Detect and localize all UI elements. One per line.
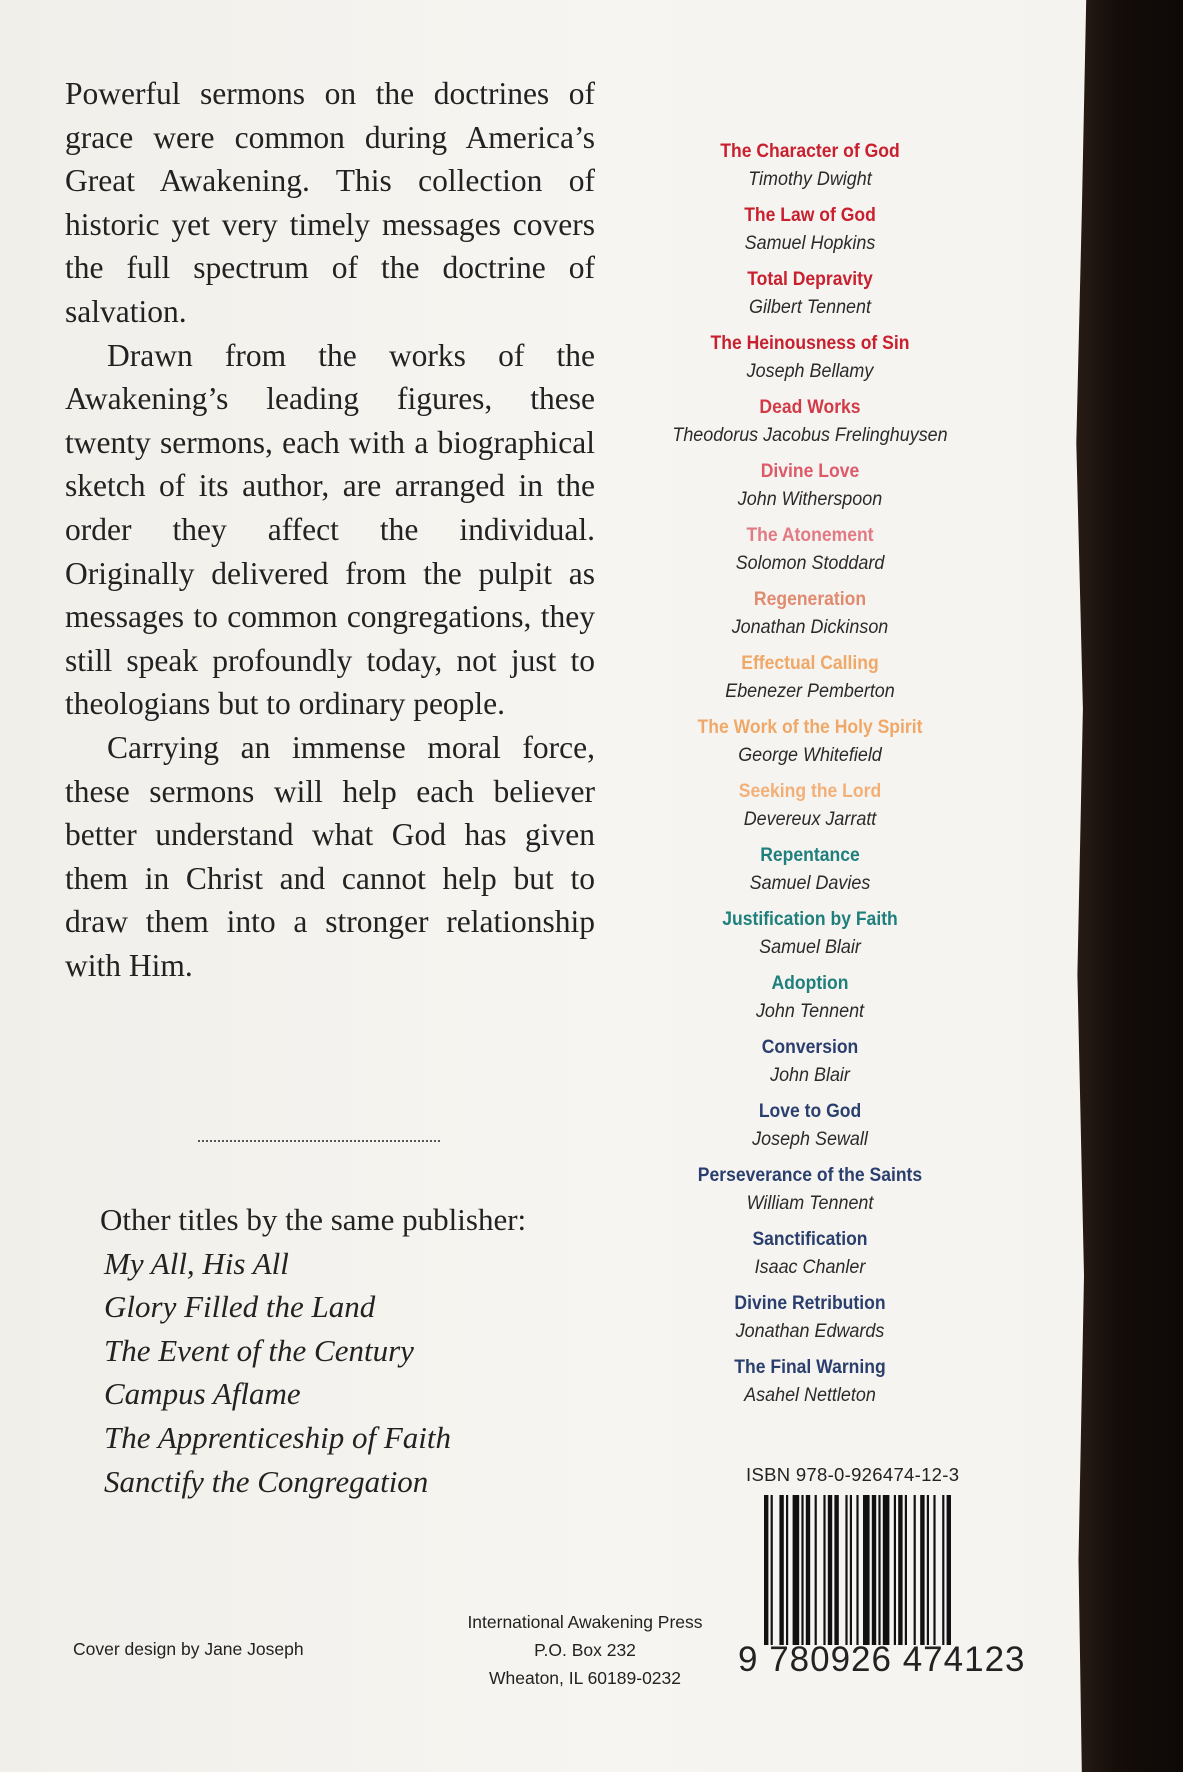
sermon-author: Jonathan Dickinson [731,616,889,638]
sermon-author: John Witherspoon [737,488,883,510]
sermon-author: Joseph Sewall [752,1128,868,1150]
sermon-entry [640,584,980,648]
sermon-title: Effectual Calling [741,652,879,674]
barcode-bar [779,1495,783,1645]
sermon-author: Gilbert Tennent [748,296,872,318]
other-title: My All, His All [104,1245,289,1281]
sermon-author: Samuel Hopkins [744,232,876,254]
barcode-bar [806,1495,810,1645]
sermon-author: John Blair [770,1064,850,1086]
sermon-title: Perseverance of the Saints [697,1164,923,1186]
barcode-bar [914,1495,916,1645]
sermon-author: John Tennent [755,1000,865,1022]
barcode-bar [942,1495,944,1645]
sermon-title: Regeneration [753,588,867,610]
barcode-bar [920,1495,924,1645]
sermon-author: Ebenezer Pemberton [725,680,895,702]
barcode-bar [771,1495,773,1645]
barcode-bar [845,1495,847,1645]
sermon-title: Justification by Faith [722,908,898,930]
barcode-bar [828,1495,832,1645]
description-paragraph-2: Drawn from the works of the Awakening’s leading figures, these twenty sermons, each with a biographical sketch of its author, are arranged in the order they affect the individual. Originally delivered from the pulpit as messages to common congregations, they still speak profoundly today, not just to theologians but to ordinary people. [65,337,595,722]
description-paragraph-3: Carrying an immense moral force, these sermons will help each believer better understand what God has given them in Christ and cannot help but to draw them into a stronger relationship with Him. [65,729,595,983]
description [65,72,595,987]
barcode-bar [823,1495,825,1645]
barcode-bar [872,1495,876,1645]
sermon-list [640,136,980,1416]
sermon-author: Joseph Bellamy [746,360,874,382]
sermon-author: Samuel Blair [759,936,861,958]
sermon-author: Asahel Nettleton [744,1384,876,1406]
sermon-author: Theodorus Jacobus Frelinghuysen [672,424,948,446]
sermon-title: Love to God [758,1100,862,1122]
sermon-entry [640,712,980,776]
barcode-bar [856,1495,858,1645]
barcode-bar [927,1495,929,1645]
sermon-title: Adoption [771,972,849,994]
sermon-entry [640,264,980,328]
sermon-title: The Final Warning [734,1356,886,1378]
sermon-author: William Tennent [746,1192,874,1214]
sermon-title: Seeking the Lord [738,780,882,802]
sermon-entry [640,1096,980,1160]
sermon-author: Timothy Dwight [748,168,872,190]
barcode-bar [905,1495,907,1645]
sermon-entry [640,968,980,1032]
sermon-entry [640,200,980,264]
other-title: The Apprenticeship of Faith [104,1419,451,1455]
barcode-bar [947,1495,951,1645]
sermon-entry [640,1352,980,1416]
sermon-entry [640,1224,980,1288]
barcode-bar [850,1495,852,1645]
other-title: Glory Filled the Land [104,1289,376,1325]
barcode-bar [834,1495,838,1645]
sermon-title: Divine Retribution [734,1292,886,1314]
sermon-entry [640,328,980,392]
publisher-city: Wheaton, IL 60189-0232 [489,1668,681,1688]
sermon-entry [640,1288,980,1352]
barcode-bar [894,1495,896,1645]
barcode-bar [801,1495,803,1645]
publisher-box: P.O. Box 232 [534,1640,636,1660]
publisher-address [425,1608,745,1692]
sermon-entry [640,392,980,456]
barcode-bar [764,1495,768,1645]
sermon-author: Jonathan Edwards [735,1320,885,1342]
sermon-entry [640,456,980,520]
sermon-title: The Heinousness of Sin [710,332,910,354]
sermon-title: Sanctification [752,1228,868,1250]
other-titles [100,1198,526,1503]
sermon-entry [640,1032,980,1096]
sermon-entry [640,520,980,584]
sermon-title: Dead Works [759,396,861,418]
other-title: Campus Aflame [104,1376,301,1412]
barcode-bar [933,1495,935,1645]
sermon-entry [640,904,980,968]
barcode-bar [793,1495,800,1645]
isbn: ISBN 978-0-926474-12-3 [746,1464,960,1485]
sermon-title: Conversion [761,1036,859,1058]
barcode [764,1495,1036,1645]
cover-credit: Cover design by Jane Joseph [73,1639,304,1659]
sermon-title: The Character of God [720,140,900,162]
sermon-title: Repentance [760,844,860,866]
sermon-entry [640,648,980,712]
barcode-bar [878,1495,880,1645]
sermon-author: Samuel Davies [749,872,871,894]
dotted-divider [198,1140,440,1142]
sermon-author: Devereux Jarratt [743,808,877,830]
barcode-bar [898,1495,902,1645]
other-title: Sanctify the Congregation [104,1463,429,1499]
description-paragraph-1: Powerful sermons on the doctrines of grace were common during America’s Great Awakening. This collection of historic yet very timely messages covers the full spectrum of the doctrine of salvation. [65,76,595,329]
publisher-name: International Awakening Press [467,1612,703,1632]
barcode-bar [863,1495,870,1645]
sermon-entry [640,776,980,840]
sermon-title: The Work of the Holy Spirit [697,716,923,738]
sermon-title: Divine Love [760,460,860,482]
barcode-bar [815,1495,817,1645]
sermon-author: Solomon Stoddard [735,552,885,574]
torn-page-edge [1073,0,1183,1772]
barcode-digits: 9 780926 474123 [738,1640,1026,1679]
sermon-title: Total Depravity [747,268,873,290]
sermon-entry [640,840,980,904]
sermon-entry [640,136,980,200]
sermon-title: The Atonement [746,524,874,546]
other-title: The Event of the Century [104,1332,414,1368]
barcode-bar [786,1495,788,1645]
other-titles-heading: Other titles by the same publisher: [100,1202,527,1237]
sermon-entry [640,1160,980,1224]
sermon-author: George Whitefield [738,744,882,766]
sermon-author: Isaac Chanler [754,1256,866,1278]
sermon-title: The Law of God [744,204,876,226]
barcode-bar [883,1495,890,1645]
